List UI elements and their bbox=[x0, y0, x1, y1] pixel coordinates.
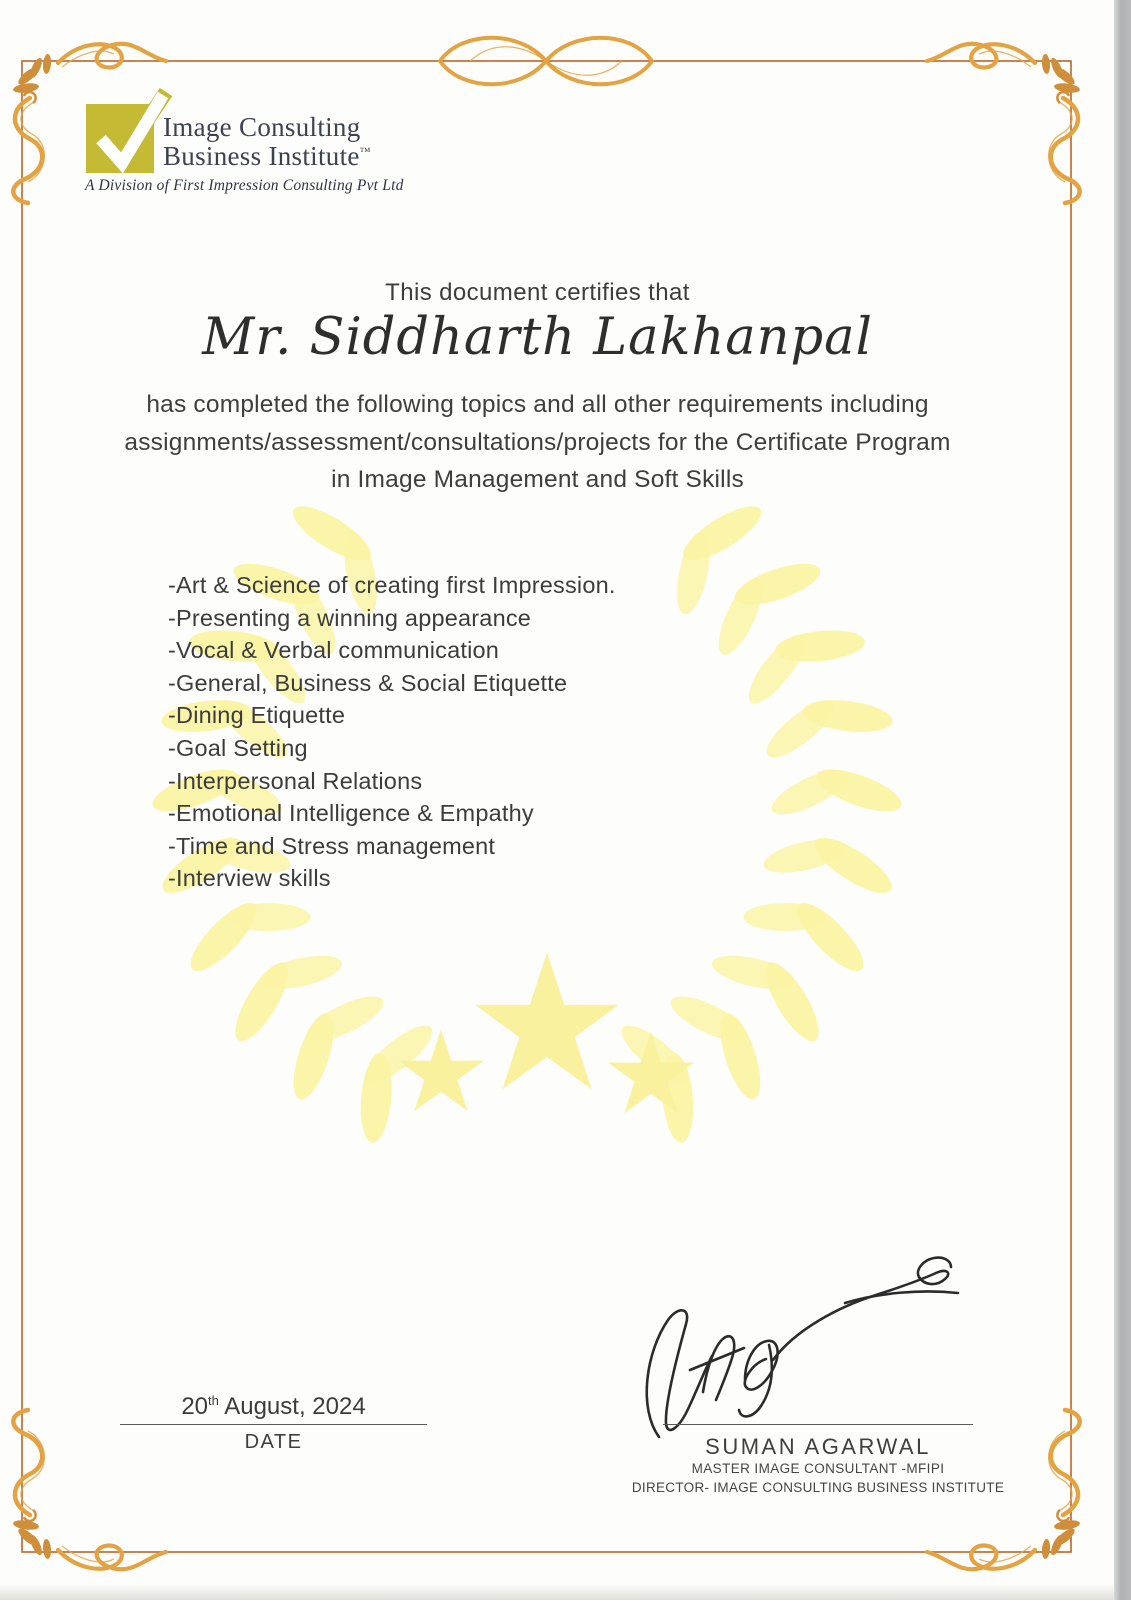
trademark-symbol: ™ bbox=[359, 146, 371, 158]
recipient-name: Mr. Siddharth Lakhanpal bbox=[202, 308, 873, 367]
scan-edge-bottom bbox=[0, 1584, 1131, 1600]
certifies-line: This document certifies that bbox=[385, 279, 690, 306]
date-day: 20 bbox=[181, 1393, 209, 1420]
topic-item: -Goal Setting bbox=[168, 734, 308, 761]
topic-item: -Presenting a winning appearance bbox=[168, 604, 532, 631]
topic-item: -Vocal & Verbal communication bbox=[168, 637, 500, 664]
completion-line: has completed the following topics and all other requirements including bbox=[146, 391, 929, 418]
completion-line: assignments/assessment/consultations/projects for the Certificate Program bbox=[124, 428, 951, 456]
logo-tagline: A Division of First Impression Consulting Pvt Ltd bbox=[85, 177, 404, 194]
topic-item: -Time and Stress management bbox=[168, 832, 496, 859]
topic-item: -Emotional Intelligence & Empathy bbox=[168, 800, 534, 827]
signatory-name: SUMAN AGARWAL bbox=[705, 1434, 931, 1459]
topic-item: -Art & Science of creating first Impression. bbox=[168, 572, 616, 598]
date-label: DATE bbox=[244, 1431, 303, 1453]
date-month-year: August, 2024 bbox=[218, 1393, 366, 1420]
topic-item: -Interpersonal Relations bbox=[168, 767, 423, 794]
logo-name-line1: Image Consulting bbox=[163, 112, 361, 142]
topic-item: -Interview skills bbox=[168, 865, 331, 892]
topic-item: -General, Business & Social Etiquette bbox=[168, 669, 568, 696]
signatory-title-2: DIRECTOR- IMAGE CONSULTING BUSINESS INSTITUTE bbox=[631, 1480, 1005, 1495]
signature-line bbox=[663, 1424, 973, 1425]
star-icon: ★ bbox=[462, 914, 632, 1134]
topic-item: -Dining Etiquette bbox=[168, 702, 346, 729]
star-icon: ★ bbox=[600, 1009, 702, 1140]
scan-edge-right bbox=[1114, 0, 1131, 1600]
signatory-title-1: MASTER IMAGE CONSULTANT -MFIPI bbox=[691, 1461, 945, 1476]
logo-name-line2-text: Business Institute bbox=[163, 141, 360, 171]
date-ordinal: th bbox=[208, 1393, 219, 1408]
star-icon: ★ bbox=[390, 1007, 492, 1138]
completion-line: in Image Management and Soft Skills bbox=[331, 466, 744, 493]
